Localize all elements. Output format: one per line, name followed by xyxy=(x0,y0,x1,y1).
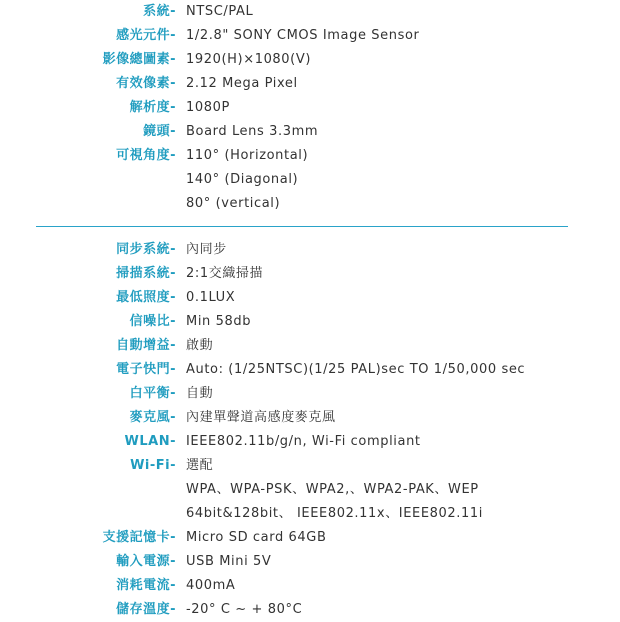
spec-value: 80° (vertical) xyxy=(186,196,281,211)
spec-row xyxy=(0,238,620,262)
spec-row xyxy=(0,334,620,358)
spec-value: 110° (Horizontal) xyxy=(186,148,309,163)
spec-value: Micro SD card 64GB xyxy=(186,530,327,545)
spec-value: Board Lens 3.3mm xyxy=(186,124,319,139)
spec-row xyxy=(0,526,620,550)
spec-row xyxy=(0,24,620,48)
spec-label: 鏡頭- xyxy=(143,124,176,139)
spec-value: USB Mini 5V xyxy=(186,554,272,569)
spec-label: 可視角度- xyxy=(116,148,176,163)
spec-row xyxy=(0,478,620,502)
spec-label: 有效像素- xyxy=(116,76,176,91)
spec-row xyxy=(0,0,620,24)
spec-label: 消耗電流- xyxy=(116,578,176,593)
spec-value: Auto: (1/25NTSC)(1/25 PAL)sec TO 1/50,000 sec xyxy=(186,362,526,377)
spec-row xyxy=(0,574,620,598)
spec-row xyxy=(0,120,620,144)
spec-value: 2.12 Mega Pixel xyxy=(186,76,298,91)
spec-value: 0.1LUX xyxy=(186,290,236,305)
spec-value: 選配 xyxy=(186,458,214,473)
spec-label: 感光元件- xyxy=(116,28,176,43)
spec-value: Min 58db xyxy=(186,314,252,329)
spec-value: 1080P xyxy=(186,100,230,115)
spec-value: 內建單聲道高感度麥克風 xyxy=(186,410,336,425)
spec-value: 1/2.8" SONY CMOS Image Sensor xyxy=(186,28,420,43)
spec-value: 啟動 xyxy=(186,338,214,353)
spec-row xyxy=(0,192,620,216)
spec-row xyxy=(0,144,620,168)
spec-value: 1920(H)×1080(V) xyxy=(186,52,312,67)
spec-value: 400mA xyxy=(186,578,236,593)
spec-row xyxy=(0,72,620,96)
spec-value: 自動 xyxy=(186,386,214,401)
spec-label: WLAN- xyxy=(124,434,176,449)
spec-label: 信噪比- xyxy=(129,314,176,329)
spec-value: NTSC/PAL xyxy=(186,4,254,19)
spec-row xyxy=(0,406,620,430)
spec-group-features xyxy=(0,238,620,622)
spec-label: 最低照度- xyxy=(116,290,176,305)
spec-row xyxy=(0,96,620,120)
spec-label: 系統- xyxy=(143,4,176,19)
spec-row xyxy=(0,310,620,334)
spec-label: 解析度- xyxy=(129,100,176,115)
spec-row xyxy=(0,358,620,382)
spec-row xyxy=(0,430,620,454)
spec-value: IEEE802.11b/g/n, Wi-Fi compliant xyxy=(186,434,421,449)
spec-value: 內同步 xyxy=(186,242,227,257)
spec-row xyxy=(0,168,620,192)
spec-label: 輸入電源- xyxy=(116,554,176,569)
spec-row xyxy=(0,550,620,574)
spec-value: WPA、WPA-PSK、WPA2,、WPA2-PAK、WEP xyxy=(186,482,479,497)
spec-label: 掃描系統- xyxy=(116,266,176,281)
spec-label: Wi-Fi- xyxy=(130,458,176,473)
spec-value: -20° C ~ + 80°C xyxy=(186,602,303,617)
spec-label: 支援記憶卡- xyxy=(102,530,176,545)
spec-row xyxy=(0,286,620,310)
spec-label: 麥克風- xyxy=(129,410,176,425)
spec-label: 儲存溫度- xyxy=(116,602,176,617)
spec-value: 2:1交織掃描 xyxy=(186,266,264,281)
spec-label: 同步系統- xyxy=(116,242,176,257)
spec-value: 140° (Diagonal) xyxy=(186,172,299,187)
spec-row xyxy=(0,598,620,622)
spec-group-camera xyxy=(0,0,620,216)
spec-label: 白平衡- xyxy=(129,386,176,401)
spec-row xyxy=(0,502,620,526)
spec-label: 電子快門- xyxy=(116,362,176,377)
spec-label: 影像總圖素- xyxy=(102,52,176,67)
spec-row xyxy=(0,382,620,406)
section-divider xyxy=(36,226,568,227)
spec-row xyxy=(0,454,620,478)
spec-label: 自動增益- xyxy=(116,338,176,353)
spec-row xyxy=(0,262,620,286)
spec-value: 64bit&128bit、 IEEE802.11x、IEEE802.11i xyxy=(186,506,483,521)
spec-row xyxy=(0,48,620,72)
